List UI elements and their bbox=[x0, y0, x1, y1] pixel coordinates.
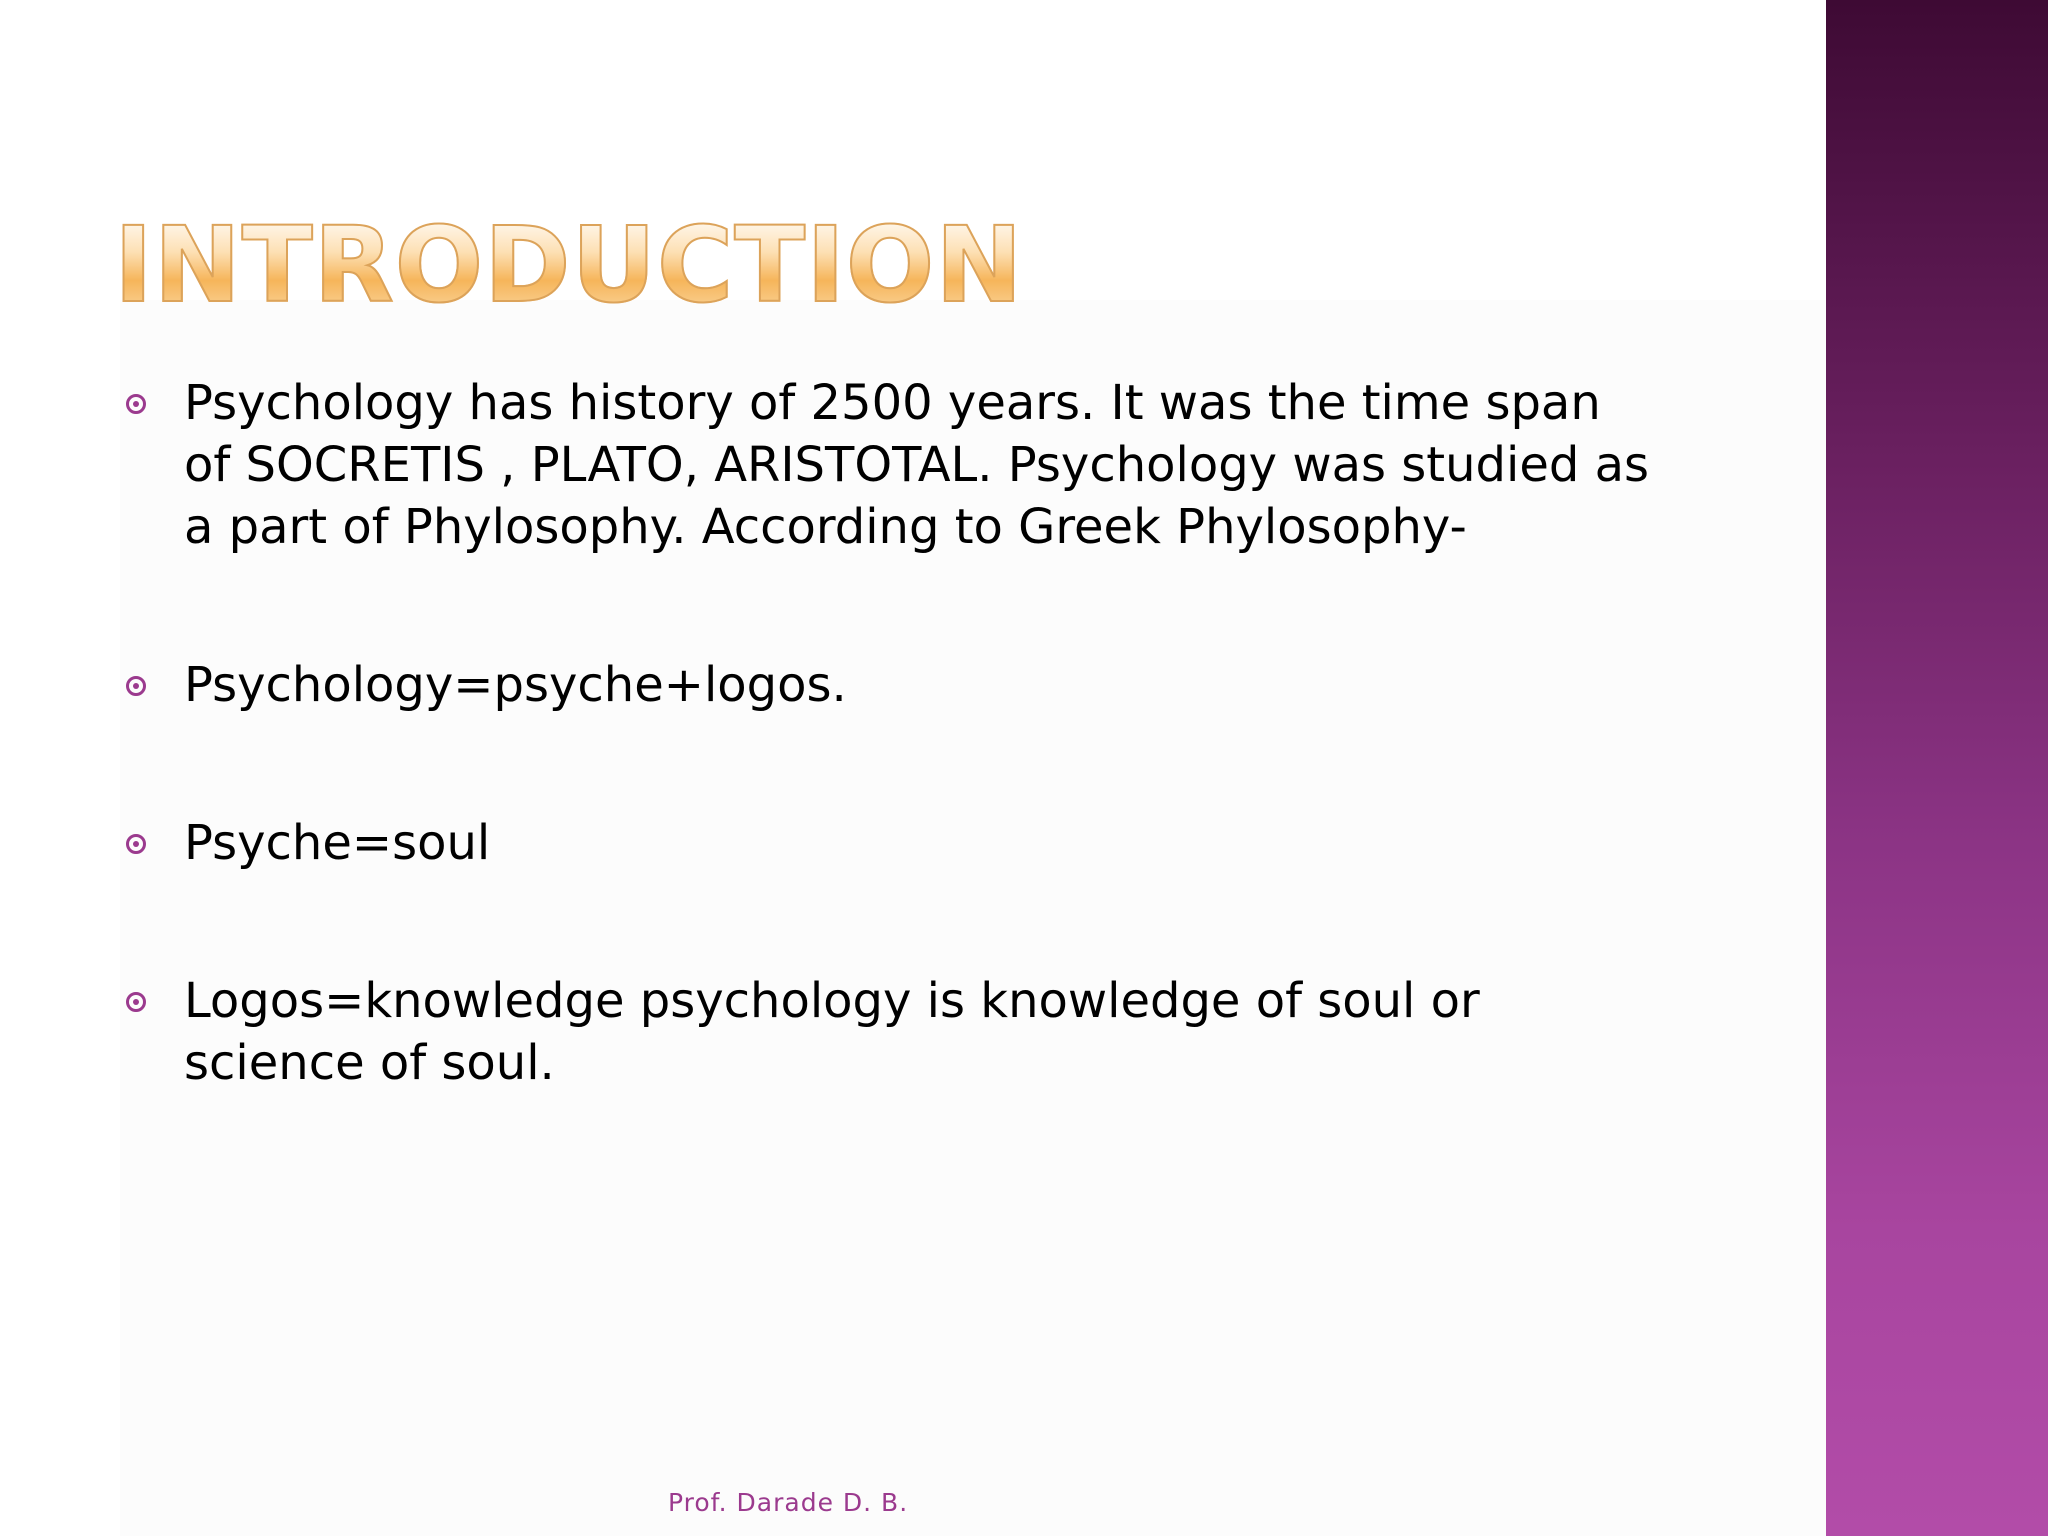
slide-title: INTRODUCTION bbox=[114, 200, 1023, 330]
bullet-item-logos bbox=[120, 970, 1660, 1094]
bullet-item-psyche bbox=[120, 812, 1660, 874]
bullet-item-definition bbox=[120, 654, 1660, 716]
circle-dot-icon bbox=[126, 992, 146, 1012]
bullet-text: Psyche=soul bbox=[184, 815, 491, 871]
circle-dot-icon bbox=[126, 676, 146, 696]
circle-dot-icon bbox=[126, 394, 146, 414]
bullet-text: Psychology has history of 2500 years. It was the time span of SOCRETIS , PLATO, ARISTOTAL. Psychology was studied as a part of Phylosophy. According to Greek Phylosophy- bbox=[184, 375, 1650, 555]
circle-dot-icon bbox=[126, 834, 146, 854]
decorative-sidebar bbox=[1826, 0, 2048, 1536]
bullet-text: Logos=knowledge psychology is knowledge of soul or science of soul. bbox=[184, 973, 1480, 1091]
bullet-item-history bbox=[120, 372, 1660, 558]
bullet-text: Psychology=psyche+logos. bbox=[184, 657, 847, 713]
bullet-list bbox=[120, 372, 1660, 1094]
slide-footer: Prof. Darade D. B. bbox=[668, 1488, 909, 1517]
